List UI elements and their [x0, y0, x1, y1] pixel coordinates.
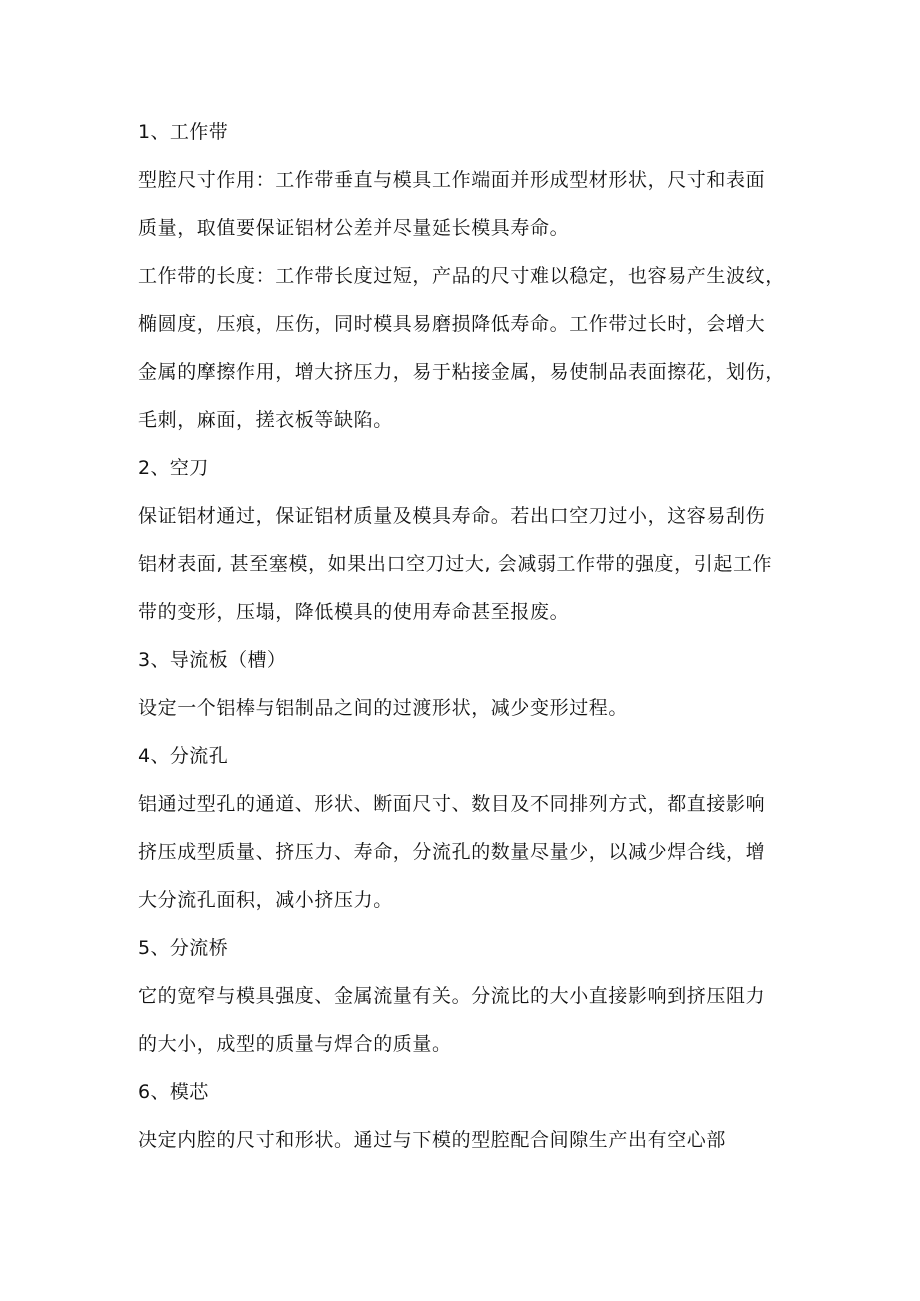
section-heading-2: 2、空刀 [138, 457, 209, 479]
paragraph-line: 决定内腔的尺寸和形状。通过与下模的型腔配合间隙生产出有空心部 [138, 1129, 727, 1151]
paragraph-line: 金属的摩擦作用，增大挤压力，易于粘接金属，易使制品表面擦花，划伤， [138, 361, 785, 383]
document-body [138, 112, 798, 1168]
paragraph-line: 椭圆度，压痕，压伤，同时模具易磨损降低寿命。工作带过长时，会增大 [138, 313, 766, 335]
paragraph-line: 工作带的长度：工作带长度过短，产品的尺寸难以稳定，也容易产生波纹， [138, 265, 785, 287]
section-heading-5: 5、分流桥 [138, 937, 229, 959]
section-heading-3: 3、导流板（槽） [138, 649, 287, 671]
paragraph-line: 挤压成型质量、挤压力、寿命，分流孔的数量尽量少，以减少焊合线，增 [138, 841, 766, 863]
paragraph-line: 保证铝材通过，保证铝材质量及模具寿命。若出口空刀过小，这容易刮伤 [138, 505, 766, 527]
paragraph-line: 大分流孔面积，减小挤压力。 [138, 889, 393, 911]
section-heading-6: 6、模芯 [138, 1081, 209, 1103]
paragraph-line: 的大小，成型的质量与焊合的质量。 [138, 1033, 452, 1055]
paragraph-line: 型腔尺寸作用：工作带垂直与模具工作端面并形成型材形状，尺寸和表面 [138, 169, 766, 191]
paragraph-line: 它的宽窄与模具强度、金属流量有关。分流比的大小直接影响到挤压阻力 [138, 985, 766, 1007]
section-heading-1: 1、工作带 [138, 121, 229, 143]
paragraph-line: 毛刺，麻面，搓衣板等缺陷。 [138, 409, 393, 431]
paragraph-line: 设定一个铝棒与铝制品之间的过渡形状，减少变形过程。 [138, 697, 629, 719]
paragraph-line: 带的变形，压塌，降低模具的使用寿命甚至报废。 [138, 601, 570, 623]
paragraph-line: 质量，取值要保证铝材公差并尽量延长模具寿命。 [138, 217, 570, 239]
paragraph-line: 铝材表面, 甚至塞模，如果出口空刀过大, 会减弱工作带的强度，引起工作 [138, 553, 773, 575]
paragraph-line: 铝通过型孔的通道、形状、断面尺寸、数目及不同排列方式，都直接影响 [138, 793, 766, 815]
section-heading-4: 4、分流孔 [138, 745, 229, 767]
